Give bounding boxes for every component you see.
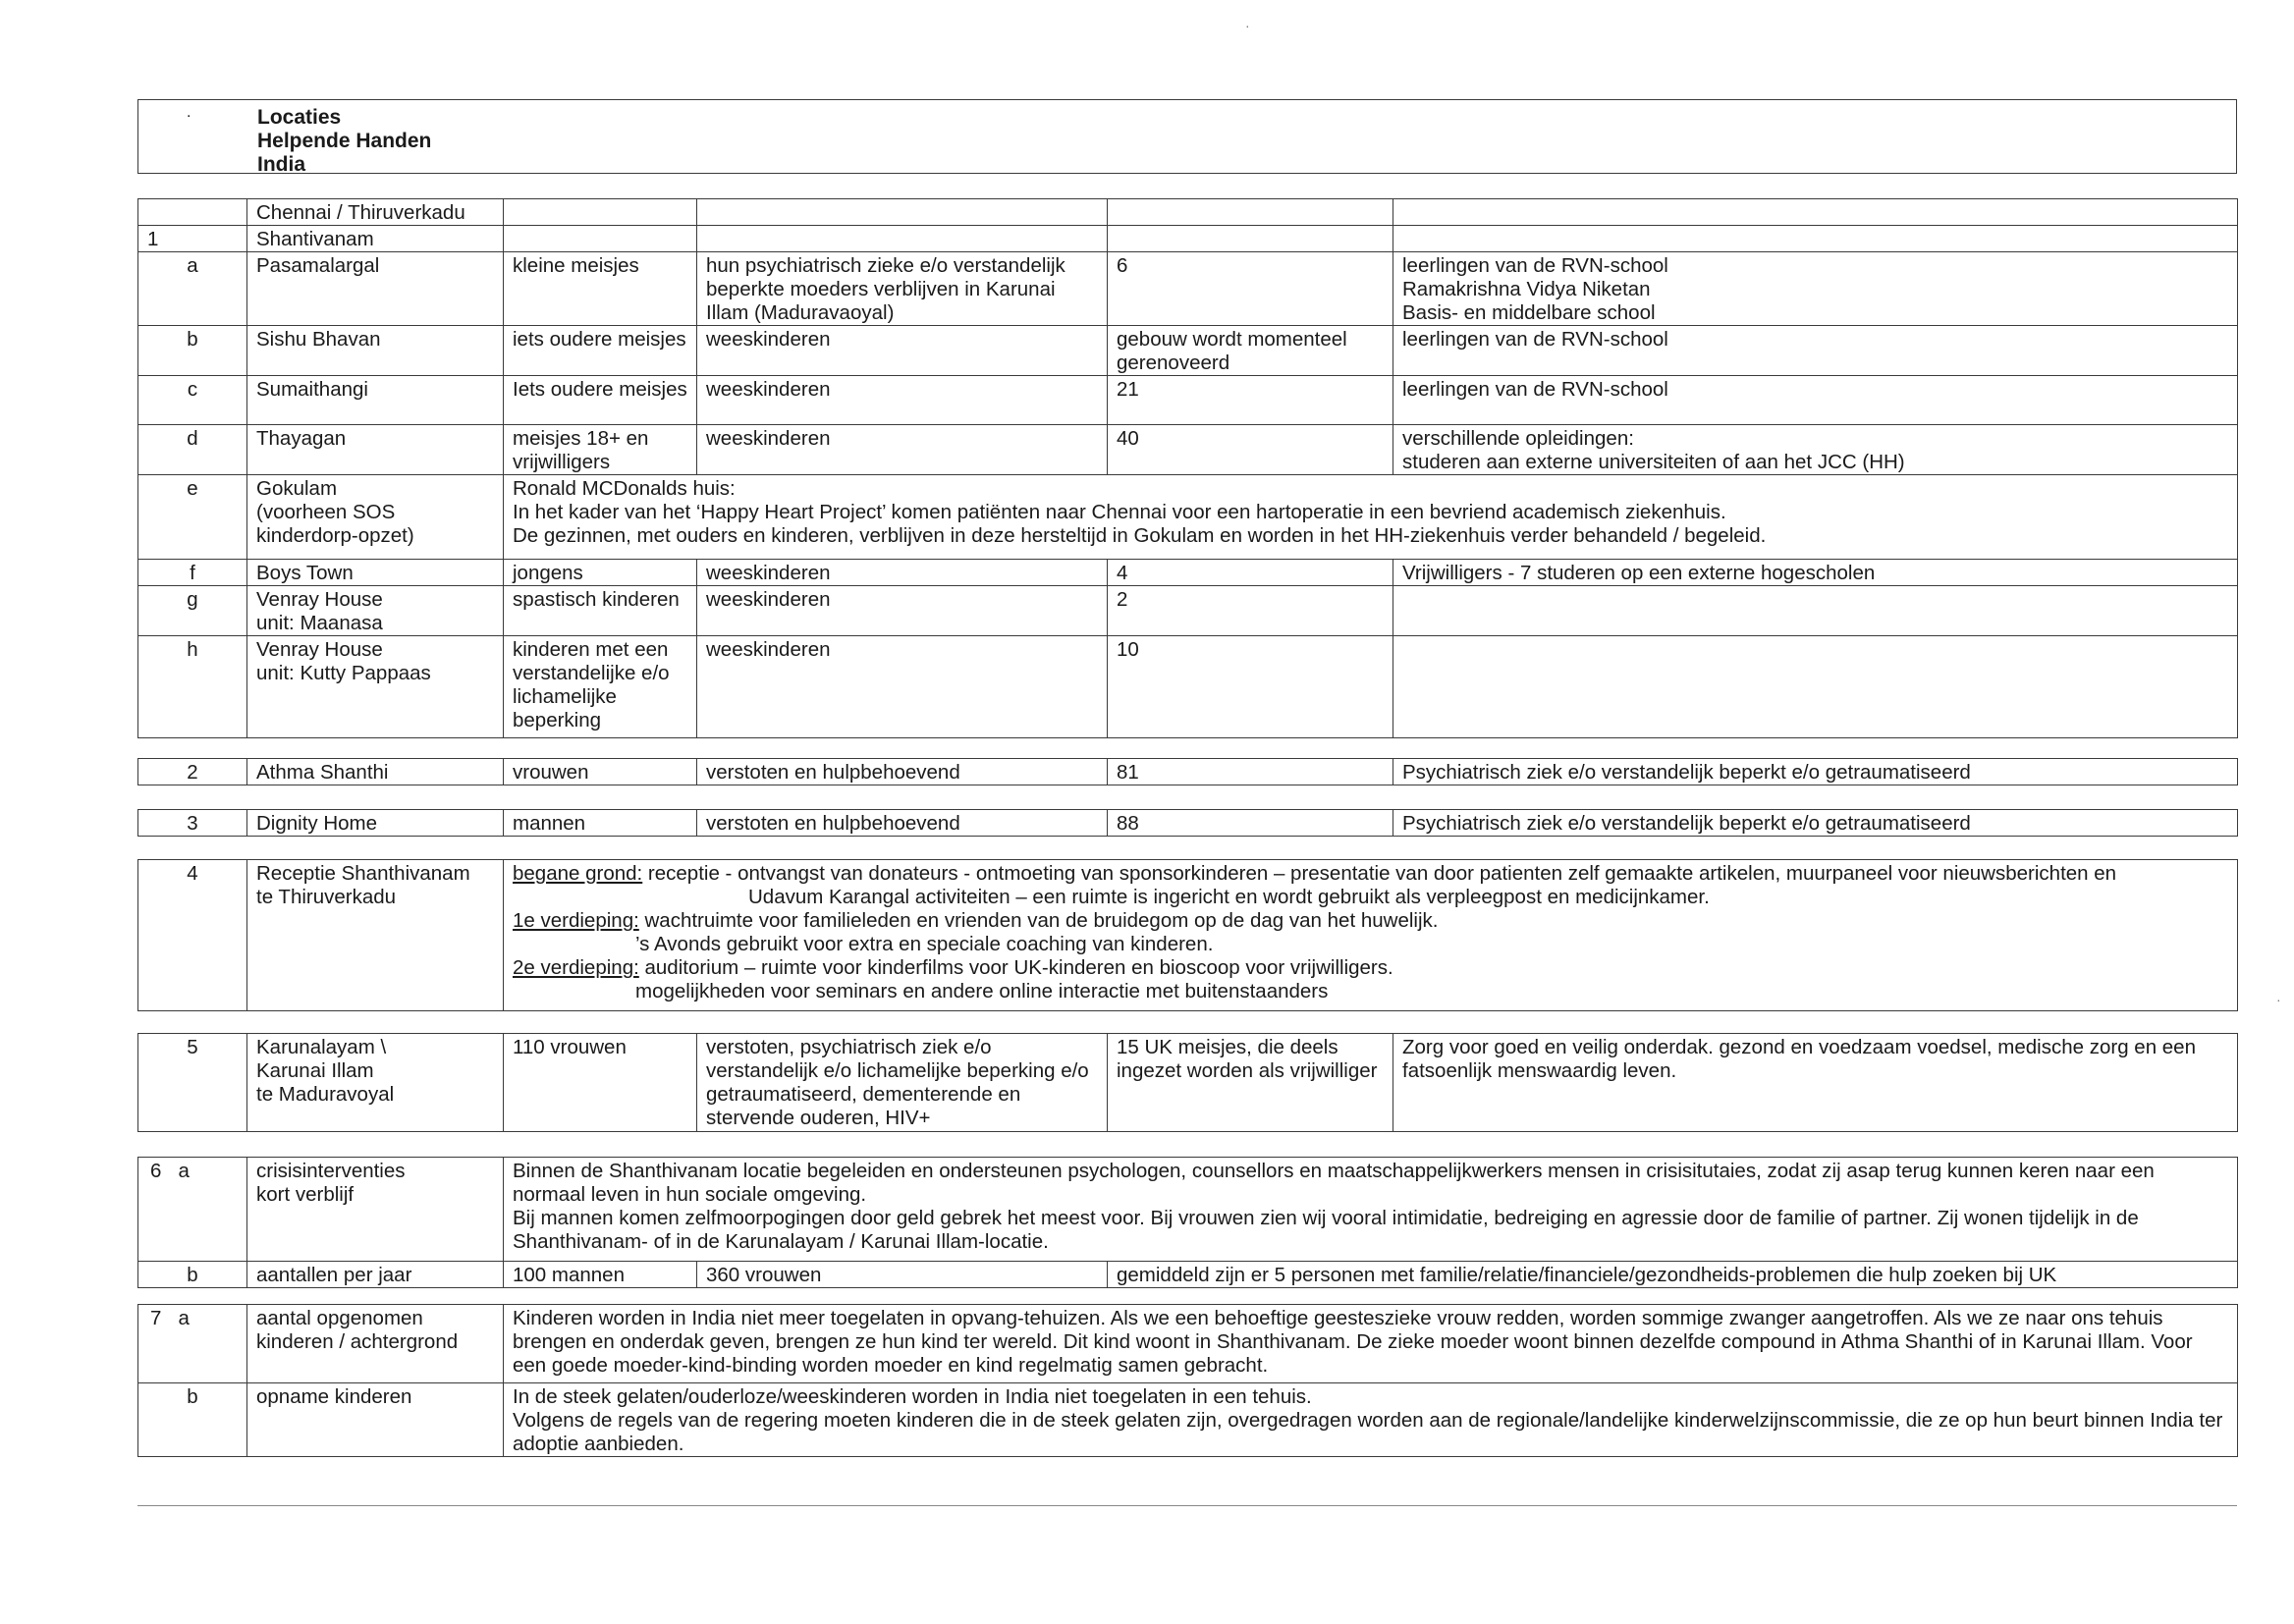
category: hun psychiatrisch zieke e/o verstandelijk beperkte moeders verblijven in Karunai Illam (Maduravaoyal)	[697, 252, 1108, 326]
header-line-country: India	[257, 153, 306, 176]
section-5-table	[137, 1033, 2238, 1132]
location-name: Sumaithangi	[247, 376, 504, 425]
table-row	[138, 425, 2238, 475]
note: Psychiatrisch ziek e/o verstandelijk beperkt e/o getraumatiseerd	[1393, 759, 2238, 785]
section-number: 3	[138, 810, 247, 837]
table-row	[138, 1034, 2238, 1132]
first-floor-text: wachtruimte voor familieleden en vrienden van de bruidegom op de dag van het huwelijk.	[638, 909, 1439, 932]
section-4-table	[137, 859, 2238, 1011]
cell-empty	[697, 199, 1108, 226]
category: weeskinderen	[697, 376, 1108, 425]
cell-empty	[1393, 226, 2238, 252]
count: 21	[1108, 376, 1393, 425]
first-floor-label: 1e verdieping:	[513, 909, 639, 932]
table-row	[138, 860, 2238, 1011]
section-1-number: 1	[138, 226, 247, 252]
row-index: b	[138, 326, 247, 376]
document-header	[137, 99, 2237, 174]
section-2-table	[137, 758, 2238, 785]
section-number: 7 a	[138, 1305, 247, 1383]
men-count: 100 mannen	[504, 1262, 697, 1288]
category: verstoten en hulpbehoevend	[697, 759, 1108, 785]
table-row	[138, 376, 2238, 425]
section-number: 5	[138, 1034, 247, 1132]
row-index: c	[138, 376, 247, 425]
count: 2	[1108, 586, 1393, 636]
count: 4	[1108, 560, 1393, 586]
category: weeskinderen	[697, 586, 1108, 636]
target-group: iets oudere meisjes	[504, 326, 697, 376]
section-description: In de steek gelaten/ouderloze/weeskinderen worden in India niet toegelaten in een tehuis. Volgens de regels van de regering moeten kinderen die in de steek gelaten zijn, overgedragen worden aan de regionale/landelijke kinderwelzijnscommissie, die ze op hun beurt binnen India ter adoptie aanbieden.	[504, 1383, 2238, 1457]
header-line-locaties: Locaties	[257, 106, 342, 129]
ground-floor-text: receptie - ontvangst van donateurs - ontmoeting van sponsorkinderen – presentatie van door patienten zelf gemaakte artikelen, muurpaneel voor nieuwsberichten en	[642, 862, 2117, 885]
target-group: Iets oudere meisjes	[504, 376, 697, 425]
location-name: Venray House unit: Kutty Pappaas	[247, 636, 504, 738]
row-index: e	[138, 475, 247, 560]
table-row	[138, 586, 2238, 636]
location-name: Pasamalargal	[247, 252, 504, 326]
location-name: Receptie Shanthivanam te Thiruverkadu	[247, 860, 504, 1011]
first-floor-line	[513, 909, 2228, 933]
section-3-table	[137, 809, 2238, 837]
row-index: f	[138, 560, 247, 586]
location-name: Gokulam (voorheen SOS kinderdorp-opzet)	[247, 475, 504, 560]
scan-speck: ·	[1245, 18, 1250, 33]
location-description: Ronald MCDonalds huis: In het kader van het ‘Happy Heart Project’ komen patiënten naar Chennai voor een hartoperatie in een bevriend academisch ziekenhuis. De gezinnen, met ouders en kinderen, verblijven in deze hersteltijd in Gokulam en worden in het HH-ziekenhuis verder behandeld / begeleid.	[504, 475, 2238, 560]
note: leerlingen van de RVN-school	[1393, 326, 2238, 376]
category: verstoten, psychiatrisch ziek e/o verstandelijk e/o lichamelijke beperking e/o getraumatiseerd, dementerende en stervende ouderen, HIV+	[697, 1034, 1108, 1132]
category: weeskinderen	[697, 425, 1108, 475]
cell-empty	[504, 199, 697, 226]
table-row	[138, 1383, 2238, 1457]
table-row	[138, 1262, 2238, 1288]
table-row	[138, 1158, 2238, 1262]
row-index: g	[138, 586, 247, 636]
note: leerlingen van de RVN-school Ramakrishna Vidya Niketan Basis- en middelbare school	[1393, 252, 2238, 326]
section-number: 6 a	[138, 1158, 247, 1262]
header-line-organisation: Helpende Handen	[257, 130, 432, 152]
target-group: mannen	[504, 810, 697, 837]
section-6-table	[137, 1157, 2238, 1288]
ground-floor-line	[513, 862, 2228, 886]
count: 88	[1108, 810, 1393, 837]
table-row	[138, 810, 2238, 837]
note: gemiddeld zijn er 5 personen met familie/relatie/financiele/gezondheids-problemen die hulp zoeken bij UK	[1108, 1262, 2238, 1288]
cell-empty	[697, 226, 1108, 252]
footer-divider	[137, 1505, 2237, 1506]
table-row	[138, 199, 2238, 226]
row-index: a	[138, 252, 247, 326]
count: 15 UK meisjes, die deels ingezet worden als vrijwilliger	[1108, 1034, 1393, 1132]
table-row	[138, 1305, 2238, 1383]
target-group: kinderen met een verstandelijke e/o lichamelijke beperking	[504, 636, 697, 738]
note	[1393, 636, 2238, 738]
target-group: spastisch kinderen	[504, 586, 697, 636]
location-name: Venray House unit: Maanasa	[247, 586, 504, 636]
ground-floor-text-cont: Udavum Karangal activiteiten – een ruimte is ingericht en wordt gebruikt als verpleegpost en medicijnkamer.	[748, 886, 1710, 908]
table-row	[138, 226, 2238, 252]
location-name: Dignity Home	[247, 810, 504, 837]
second-floor-text-cont: mogelijkheden voor seminars en andere online interactie met buitenstaanders	[635, 980, 1329, 1002]
note: Psychiatrisch ziek e/o verstandelijk beperkt e/o getraumatiseerd	[1393, 810, 2238, 837]
cell-empty	[138, 199, 247, 226]
note	[1393, 586, 2238, 636]
note: Zorg voor goed en veilig onderdak. gezond en voedzaam voedsel, medische zorg en een fatsoenlijk menswaardig leven.	[1393, 1034, 2238, 1132]
section-number: 2	[138, 759, 247, 785]
note: leerlingen van de RVN-school	[1393, 376, 2238, 425]
count: 6	[1108, 252, 1393, 326]
location-name: Sishu Bhavan	[247, 326, 504, 376]
second-floor-label: 2e verdieping:	[513, 956, 639, 979]
target-group: kleine meisjes	[504, 252, 697, 326]
section-1-name: Shantivanam	[247, 226, 504, 252]
target-group: 110 vrouwen	[504, 1034, 697, 1132]
row-index: d	[138, 425, 247, 475]
note: verschillende opleidingen: studeren aan externe universiteiten of aan het JCC (HH)	[1393, 425, 2238, 475]
location-name: Thayagan	[247, 425, 504, 475]
table-row	[138, 636, 2238, 738]
ground-floor-label: begane grond:	[513, 862, 643, 885]
table-row	[138, 759, 2238, 785]
location-name: Karunalayam \ Karunai Illam te Maduravoyal	[247, 1034, 504, 1132]
women-count: 360 vrouwen	[697, 1262, 1108, 1288]
target-group: jongens	[504, 560, 697, 586]
table-row	[138, 475, 2238, 560]
floor-description	[504, 860, 2238, 1011]
count: 40	[1108, 425, 1393, 475]
count: 10	[1108, 636, 1393, 738]
row-index: b	[138, 1262, 247, 1288]
target-group: meisjes 18+ en vrijwilligers	[504, 425, 697, 475]
table-row	[138, 326, 2238, 376]
first-floor-text-cont: ’s Avonds gebruikt voor extra en speciale coaching van kinderen.	[635, 933, 1214, 955]
cell-empty	[1108, 199, 1393, 226]
second-floor-text: auditorium – ruimte voor kinderfilms voor UK-kinderen en bioscoop voor vrijwilligers.	[638, 956, 1393, 979]
category: weeskinderen	[697, 636, 1108, 738]
count: 81	[1108, 759, 1393, 785]
section-1-city: Chennai / Thiruverkadu	[247, 199, 504, 226]
cell-empty	[504, 226, 697, 252]
row-index: h	[138, 636, 247, 738]
row-label: opname kinderen	[247, 1383, 504, 1457]
category: weeskinderen	[697, 326, 1108, 376]
location-name: crisisinterventies kort verblijf	[247, 1158, 504, 1262]
section-number: 4	[138, 860, 247, 1011]
section-description: Kinderen worden in India niet meer toegelaten in opvang-tehuizen. Als we een behoeftige geesteszieke vrouw redden, worden sommige zwanger aangetroffen. Als we ze naar ons tehuis brengen en onderdak geven, brengen ze hun kind ter wereld. Dit kind woont in Shanthivanam. De zieke moeder woont binnen dezelfde compound in Athma Shanthi of in Karunai Illam. Voor een goede moeder-kind-binding worden moeder en kind regelmatig samen gebracht.	[504, 1305, 2238, 1383]
category: verstoten en hulpbehoevend	[697, 810, 1108, 837]
section-description: Binnen de Shanthivanam locatie begeleiden en ondersteunen psychologen, counsellors en maatschappelijkwerkers mensen in crisisitutaies, zodat zij asap terug kunnen keren naar een normaal leven in hun sociale omgeving. Bij mannen komen zelfmoorpogingen door geld gebrek het meest voor. Bij vrouwen zien wij vooral intimidatie, bedreiging en agressie door de familie of partner. Zij wonen tijdelijk in de Shanthivanam- of in de Karunalayam / Karunai Illam-locatie.	[504, 1158, 2238, 1262]
cell-empty	[1108, 226, 1393, 252]
table-row	[138, 252, 2238, 326]
table-row	[138, 560, 2238, 586]
row-index: b	[138, 1383, 247, 1457]
cell-empty	[1393, 199, 2238, 226]
note: Vrijwilligers - 7 studeren op een externe hogescholen	[1393, 560, 2238, 586]
location-name: Boys Town	[247, 560, 504, 586]
location-name: Athma Shanthi	[247, 759, 504, 785]
location-name: aantal opgenomen kinderen / achtergrond	[247, 1305, 504, 1383]
section-7-table	[137, 1304, 2238, 1457]
header-title	[257, 106, 431, 177]
scan-speck: ·	[2276, 992, 2281, 1007]
row-label: aantallen per jaar	[247, 1262, 504, 1288]
count: gebouw wordt momenteel gerenoveerd	[1108, 326, 1393, 376]
header-dot: .	[187, 104, 191, 121]
section-1-table	[137, 198, 2238, 738]
second-floor-line	[513, 956, 2228, 980]
target-group: vrouwen	[504, 759, 697, 785]
category: weeskinderen	[697, 560, 1108, 586]
